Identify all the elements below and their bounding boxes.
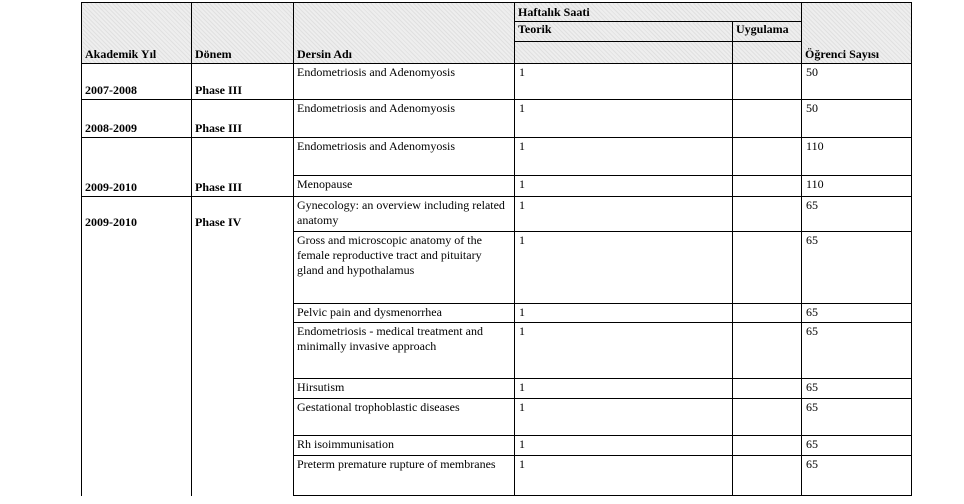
header-ogrenci-sayisi: Öğrenci Sayısı	[802, 3, 912, 64]
teorik-value: 1	[515, 399, 733, 436]
phase: Phase III	[192, 64, 294, 100]
academic-year: 2008-2009	[82, 100, 192, 138]
teorik-value: 1	[515, 304, 733, 323]
uygulama-value	[733, 232, 802, 304]
uygulama-value	[733, 138, 802, 176]
phase: Phase III	[192, 100, 294, 138]
uygulama-value	[733, 456, 802, 496]
academic-year: 2009-2010	[82, 138, 192, 197]
course-name: Endometriosis - medical treatment and minimally invasive approach	[294, 323, 515, 379]
teorik-value: 1	[515, 64, 733, 100]
header-akademik-yil: Akademik Yıl	[82, 3, 192, 64]
teorik-value: 1	[515, 176, 733, 197]
student-count: 65	[802, 232, 912, 304]
student-count: 50	[802, 100, 912, 138]
student-count: 65	[802, 436, 912, 456]
header-donem: Dönem	[192, 3, 294, 64]
uygulama-value	[733, 304, 802, 323]
course-name: Menopause	[294, 176, 515, 197]
course-table	[81, 2, 912, 496]
course-name: Gestational trophoblastic diseases	[294, 399, 515, 436]
student-count: 110	[802, 138, 912, 176]
course-name: Gross and microscopic anatomy of the female reproductive tract and pituitary gland and hypothalamus	[294, 232, 515, 304]
uygulama-value	[733, 436, 802, 456]
header-haftalik-saati: Haftalık Saati	[515, 3, 802, 22]
course-name: Gynecology: an overview including related anatomy	[294, 197, 515, 232]
student-count: 65	[802, 456, 912, 496]
academic-year: 2007-2008	[82, 64, 192, 100]
teorik-value: 1	[515, 138, 733, 176]
teorik-value: 1	[515, 232, 733, 304]
teorik-value: 1	[515, 379, 733, 399]
course-name: Preterm premature rupture of membranes	[294, 456, 515, 496]
uygulama-value	[733, 323, 802, 379]
student-count: 110	[802, 176, 912, 197]
course-name: Pelvic pain and dysmenorrhea	[294, 304, 515, 323]
header-uygulama: Uygulama	[733, 22, 802, 42]
header-dersin-adi: Dersin Adı	[294, 3, 515, 64]
course-name: Endometriosis and Adenomyosis	[294, 100, 515, 138]
teorik-value: 1	[515, 436, 733, 456]
student-count: 65	[802, 399, 912, 436]
uygulama-value	[733, 64, 802, 100]
teorik-value: 1	[515, 197, 733, 232]
uygulama-value	[733, 197, 802, 232]
student-count: 65	[802, 379, 912, 399]
uygulama-value	[733, 399, 802, 436]
course-name: Endometriosis and Adenomyosis	[294, 138, 515, 176]
course-name: Rh isoimmunisation	[294, 436, 515, 456]
student-count: 50	[802, 64, 912, 100]
phase: Phase IV	[192, 197, 294, 496]
uygulama-value	[733, 100, 802, 138]
phase: Phase III	[192, 138, 294, 197]
academic-year: 2009-2010	[82, 197, 192, 496]
student-count: 65	[802, 197, 912, 232]
header-teorik: Teorik	[515, 22, 733, 42]
teorik-value: 1	[515, 100, 733, 138]
course-name: Hirsutism	[294, 379, 515, 399]
uygulama-value	[733, 176, 802, 197]
teorik-value: 1	[515, 323, 733, 379]
uygulama-value	[733, 379, 802, 399]
student-count: 65	[802, 304, 912, 323]
student-count: 65	[802, 323, 912, 379]
teorik-value: 1	[515, 456, 733, 496]
course-name: Endometriosis and Adenomyosis	[294, 64, 515, 100]
